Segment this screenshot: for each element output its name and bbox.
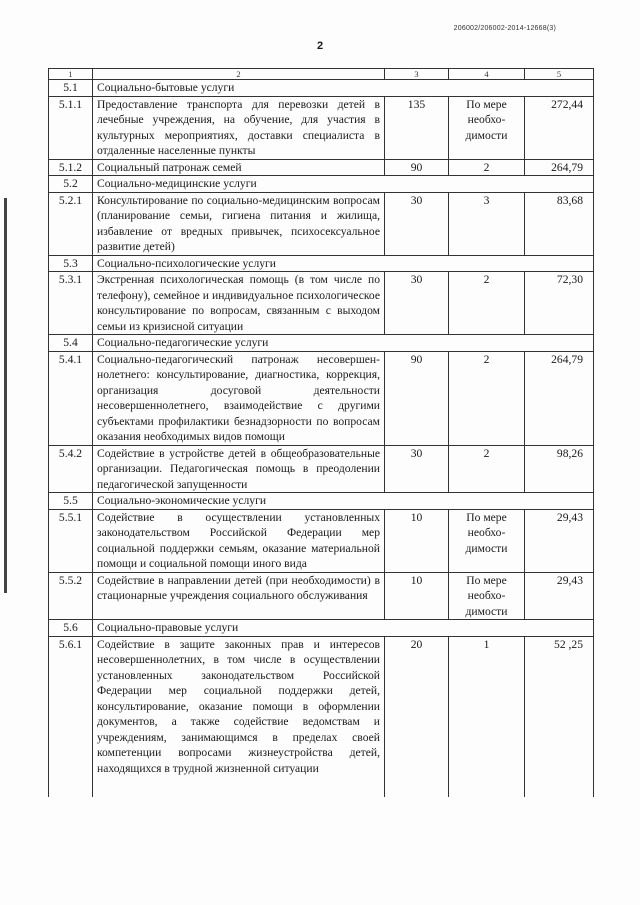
section-row: [49, 335, 594, 352]
service-name: Консультирование по социально-медицинским вопросам (планирование семьи, гигиена питания и жилища, избавление от вредных привычек, психосексуальное развитие детей): [93, 192, 385, 255]
table-row: [49, 272, 594, 335]
section-number: 5.5: [49, 493, 93, 510]
service-number: 5.2.1: [49, 192, 93, 255]
header-col-5: 5: [525, 69, 594, 80]
table-row: [49, 159, 594, 176]
table-row: [49, 192, 594, 255]
table-row: [49, 509, 594, 572]
service-price: 264,79: [525, 351, 594, 445]
service-name: Содействие в защите законных прав и интересов несовершеннолетних, в том числе в осуществлении установленных законодательством Российской Федерации мер социальной поддержки детей, консультирование, оказание помощи в оформлении документов, а также содействие ведомствам и учреждениям, занимающимся в пределах своей компетенции вопросами жизнеустройства детей, находящихся в трудной жизненной ситуации: [93, 636, 385, 797]
service-quantity: 10: [385, 509, 449, 572]
table-row: [49, 572, 594, 620]
section-number: 5.1: [49, 80, 93, 97]
service-number: 5.3.1: [49, 272, 93, 335]
service-frequency: По мере необходимости: [449, 509, 525, 572]
service-name: Экстренная психологическая помощь (в том числе по телефону), семейное и индивидуальное психологическое консультирование по вопросам, связанным с выходом семьи из кризисной ситуации: [93, 272, 385, 335]
service-frequency: По мере необходимости: [449, 572, 525, 620]
header-col-3: 3: [385, 69, 449, 80]
service-number: 5.1.2: [49, 159, 93, 176]
table-row: [49, 351, 594, 445]
service-price: 29,43: [525, 509, 594, 572]
table-row: [49, 636, 594, 797]
service-frequency: 2: [449, 445, 525, 493]
service-frequency: 2: [449, 351, 525, 445]
service-price: 72,30: [525, 272, 594, 335]
table-row: [49, 96, 594, 159]
service-name: Социально-педагогический патронаж несовершеннолетнего: консультирование, диагностика, коррекция, организация досуговой деятельности несовершеннолетнего, взаимодействие с другими субъектами профилактики безнадзорности по вопросам оказания необходимых видов помощи: [93, 351, 385, 445]
service-number: 5.5.2: [49, 572, 93, 620]
service-quantity: 20: [385, 636, 449, 797]
service-price: 264,79: [525, 159, 594, 176]
service-price: 272,44: [525, 96, 594, 159]
service-quantity: 10: [385, 572, 449, 620]
header-col-1: 1: [49, 69, 93, 80]
table-header-row: [49, 69, 594, 80]
service-frequency: По мере необходимости: [449, 96, 525, 159]
section-row: [49, 255, 594, 272]
section-title: Социально-психологические услуги: [93, 255, 594, 272]
section-number: 5.3: [49, 255, 93, 272]
section-title: Социально-педагогические услуги: [93, 335, 594, 352]
service-frequency: 2: [449, 159, 525, 176]
section-title: Социально-правовые услуги: [93, 620, 594, 637]
service-name: Содействие в устройстве детей в общеобразовательные организации. Педагогическая помощь в преодолении педагогической запущенности: [93, 445, 385, 493]
service-quantity: 30: [385, 445, 449, 493]
scan-margin-mark: [4, 198, 7, 593]
service-frequency: 1: [449, 636, 525, 797]
header-col-2: 2: [93, 69, 385, 80]
service-quantity: 90: [385, 351, 449, 445]
service-frequency: 2: [449, 272, 525, 335]
service-price: 29,43: [525, 572, 594, 620]
service-name: Содействие в осуществлении установленных законодательством Российской Федерации мер социальной поддержки семьям, оказание материальной помощи и социальной помощи иного вида: [93, 509, 385, 572]
services-table: [48, 68, 594, 797]
header-col-4: 4: [449, 69, 525, 80]
section-row: [49, 80, 594, 97]
page-number: 2: [316, 40, 324, 52]
service-number: 5.1.1: [49, 96, 93, 159]
section-title: Социально-медицинские услуги: [93, 176, 594, 193]
section-number: 5.2: [49, 176, 93, 193]
service-quantity: 90: [385, 159, 449, 176]
section-row: [49, 620, 594, 637]
document-number: 206002/206002-2014-12668(3): [453, 25, 556, 32]
section-title: Социально-экономические услуги: [93, 493, 594, 510]
service-name: Предоставление транспорта для перевозки детей в лечебные учреждения, на обучение, для участия в культурных мероприятиях, доставки специалиста в отдаленные населенные пункты: [93, 96, 385, 159]
section-title: Социально-бытовые услуги: [93, 80, 594, 97]
service-number: 5.6.1: [49, 636, 93, 797]
service-quantity: 30: [385, 192, 449, 255]
section-row: [49, 176, 594, 193]
section-number: 5.4: [49, 335, 93, 352]
service-price: 52 ,25: [525, 636, 594, 797]
service-number: 5.4.2: [49, 445, 93, 493]
service-frequency: 3: [449, 192, 525, 255]
service-quantity: 135: [385, 96, 449, 159]
service-quantity: 30: [385, 272, 449, 335]
service-price: 83,68: [525, 192, 594, 255]
service-price: 98,26: [525, 445, 594, 493]
section-number: 5.6: [49, 620, 93, 637]
service-name: Социальный патронаж семей: [93, 159, 385, 176]
section-row: [49, 493, 594, 510]
table-row: [49, 445, 594, 493]
service-number: 5.5.1: [49, 509, 93, 572]
service-number: 5.4.1: [49, 351, 93, 445]
service-name: Содействие в направлении детей (при необходимости) в стационарные учреждения социального обслуживания: [93, 572, 385, 620]
